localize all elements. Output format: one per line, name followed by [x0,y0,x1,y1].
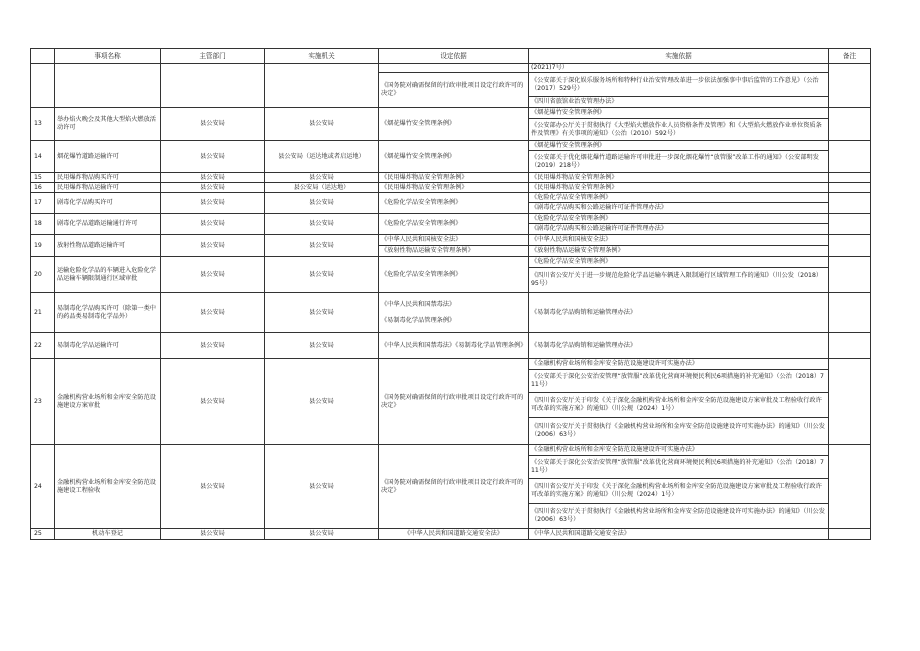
row-item [55,64,161,108]
row-impbasis: 《四川省公安厅关于贯彻执行《金融机构营业场所和金库安全防范设施建设许可实施办法》的通知》（川公发（2006）63号） [529,504,829,529]
row-item: 烟花爆竹道路运输许可 [55,141,161,173]
row-item: 易制毒化学品运输许可 [55,333,161,359]
row-dept: 县公安局 [161,141,265,173]
row-impbasis: 《烟花爆竹安全管理条例》 [529,108,829,119]
row-no: 16 [31,183,55,193]
row-impbasis: 《民用爆炸物品安全管理条例》 [529,173,829,183]
header-impbasis: 实施依据 [529,49,829,64]
row-impbasis: 《烟花爆竹安全管理条例》 [529,141,829,151]
row-impbasis: 《民用爆炸物品安全管理条例》 [529,183,829,193]
permit-list-sheet [30,48,870,540]
row-no: 23 [31,359,55,445]
row-setbasis [379,64,529,73]
row-impbasis: 《剧毒化学品购买和公路运输许可证件管理办法》 [529,203,829,214]
setbasis-line: 《易制毒化学品管理条例》 [381,316,456,324]
row-dept: 县公安局 [161,529,265,540]
table-row [31,141,871,151]
row-no: 22 [31,333,55,359]
row-org: 县公安局（运达地） [265,183,379,193]
row-org: 县公安局 [265,445,379,529]
row-note [829,141,871,173]
row-setbasis: 《国务院对确需保留的行政审批项目设定行政许可的决定》 [379,73,529,108]
row-impbasis: 《中华人民共和国核安全法》 [529,235,829,246]
row-no: 21 [31,293,55,333]
header-note: 备注 [829,49,871,64]
row-org: 县公安局 [265,257,379,293]
row-setbasis: 《危险化学品安全管理条例》 [379,193,529,214]
row-note [829,183,871,193]
row-dept: 县公安局 [161,173,265,183]
row-item: 民用爆炸物品运输许可 [55,183,161,193]
row-impbasis: 《放射性物品运输安全管理条例》 [529,246,829,257]
row-dept: 县公安局 [161,293,265,333]
row-setbasis: 《中华人民共和国核安全法》 [379,235,529,246]
row-setbasis: 《中华人民共和国道路交通安全法》 [379,529,529,540]
table-row [31,173,871,183]
row-no: 13 [31,108,55,141]
row-note [829,235,871,257]
row-item: 机动车登记 [55,529,161,540]
row-impbasis: 《四川省公安厅关于印发《关于深化金融机构营业场所和金库安全防范设施建设方案审批及工程验收行政许可改革的实施方案》的通知》（川公规（2024）1号） [529,393,829,418]
row-dept: 县公安局 [161,359,265,445]
row-note [829,214,871,235]
row-item: 放射性物品道路运输许可 [55,235,161,257]
row-note [829,64,871,108]
row-item: 易制毒化学品购买许可（除第一类中的药品类易制毒化学品外） [55,293,161,333]
row-item: 金融机构营业场所和金库安全防范设施建设工程验收 [55,445,161,529]
row-item: 金融机构营业场所和金库安全防范设施建设方案审批 [55,359,161,445]
header-setbasis: 设定依据 [379,49,529,64]
row-setbasis [379,293,529,333]
row-impbasis: 《金融机构营业场所和金库安全防范设施建设许可实施办法》 [529,445,829,456]
row-dept: 县公安局 [161,193,265,214]
row-impbasis: 《易制毒化学品购销和运输管理办法》 [529,333,829,359]
row-no: 18 [31,214,55,235]
row-item: 举办焰火晚会及其他大型焰火燃放活动许可 [55,108,161,141]
header-no [31,49,55,64]
row-impbasis: 《四川省公安厅关于印发《关于深化金融机构营业场所和金库安全防范设施建设方案审批及工程验收行政许可改革的实施方案》的通知》（川公规（2024）1号） [529,479,829,504]
table-row [31,445,871,456]
row-note [829,193,871,214]
row-impbasis: 《易制毒化学品购销和运输管理办法》 [529,293,829,333]
row-no: 24 [31,445,55,529]
table-row [31,64,871,73]
row-impbasis: 《公安部关于深化公安治安管理“放管服”改革优化营商环境便民利民6项措施的补充通知》（公治（2018）711号） [529,456,829,479]
row-org: 县公安局 [265,293,379,333]
row-no: 20 [31,257,55,293]
row-note [829,333,871,359]
row-org: 县公安局 [265,214,379,235]
row-impbasis: 《公安部办公厅关于贯彻执行《大型焰火燃放作业人员资格条件及管理》和《大型焰火燃放作业单位资质条件及管理》有关事项的通知》（公治（2010）592号） [529,119,829,141]
table-row [31,333,871,359]
row-note [829,359,871,445]
row-impbasis: 《金融机构营业场所和金库安全防范设施建设许可实施办法》 [529,359,829,370]
row-dept: 县公安局 [161,183,265,193]
header-item: 事项名称 [55,49,161,64]
row-no: 15 [31,173,55,183]
row-dept: 县公安局 [161,235,265,257]
row-no: 17 [31,193,55,214]
table-row [31,108,871,119]
row-impbasis: 《四川省公安厅关于进一步规范危险化学品运输车辆进入限制通行区域管理工作的通知》（川公发（2018）95号） [529,268,829,293]
row-note [829,257,871,293]
row-dept: 县公安局 [161,445,265,529]
row-note [829,529,871,540]
row-setbasis: 《放射性物品运输安全管理条例》 [379,246,529,257]
row-setbasis: 《危险化学品安全管理条例》 [379,214,529,235]
row-impbasis: 《危险化学品安全管理条例》 [529,257,829,268]
table-row [31,293,871,333]
row-impbasis: 《公安部关于深化公安治安管理“放管服”改革优化营商环境便民利民6项措施的补充通知》（公治（2018）711号） [529,370,829,393]
row-org: 县公安局 [265,193,379,214]
row-dept: 县公安局 [161,257,265,293]
row-org: 县公安局（运达地或者启运地） [265,141,379,173]
setbasis-line: 《中华人民共和国禁毒法》 [381,300,456,308]
row-org [265,64,379,108]
table-row [31,214,871,224]
header-dept: 主管部门 [161,49,265,64]
row-item: 剧毒化学品道路运输通行许可 [55,214,161,235]
table-row [31,359,871,370]
row-dept: 县公安局 [161,333,265,359]
row-org: 县公安局 [265,529,379,540]
row-impbasis: 《公安部关于优化烟花爆竹道路运输许可审批进一步深化烟花爆竹“放管服”改革工作的通知》（公安部明发（2019）218号） [529,151,829,173]
row-item: 民用爆炸物品购买许可 [55,173,161,183]
row-no: 14 [31,141,55,173]
row-setbasis: 《国务院对确需保留的行政审批项目设定行政许可的决定》 [379,359,529,445]
row-no: 25 [31,529,55,540]
row-dept: 县公安局 [161,214,265,235]
table-row [31,193,871,203]
row-impbasis: 《剧毒化学品购买和公路运输许可证件管理办法》 [529,224,829,235]
row-impbasis: 《中华人民共和国道路交通安全法》 [529,529,829,540]
row-item: 剧毒化学品购买许可 [55,193,161,214]
row-org: 县公安局 [265,235,379,257]
row-note [829,445,871,529]
table-row [31,235,871,246]
header-org: 实施机关 [265,49,379,64]
table-row [31,529,871,540]
row-impbasis: 《公安部关于深化娱乐服务场所和特种行业治安管理改革进一步依法加强事中事后监管的工作意见》（公治（2017）529号） [529,73,829,97]
row-note [829,293,871,333]
permit-table [30,48,871,540]
row-note [829,173,871,183]
table-row [31,257,871,268]
row-impbasis: 《四川省旅馆业治安管理办法》 [529,97,829,108]
row-setbasis: 《中华人民共和国禁毒法》《易制毒化学品管理条例》 [379,333,529,359]
row-note [829,108,871,141]
row-org: 县公安局 [265,359,379,445]
row-impbasis: (2021)7号） [529,64,829,73]
row-dept [161,64,265,108]
row-setbasis: 《烟花爆竹安全管理条例》 [379,108,529,141]
row-setbasis: 《民用爆炸物品安全管理条例》 [379,183,529,193]
row-impbasis: 《危险化学品安全管理条例》 [529,193,829,203]
row-org: 县公安局 [265,333,379,359]
table-header-row [31,49,871,64]
row-setbasis: 《民用爆炸物品安全管理条例》 [379,173,529,183]
row-setbasis: 《危险化学品安全管理条例》 [379,257,529,293]
row-no [31,64,55,108]
row-dept: 县公安局 [161,108,265,141]
row-impbasis: 《危险化学品安全管理条例》 [529,214,829,224]
row-item: 运输危险化学品的车辆进入危险化学品运输车辆限制通行区域审批 [55,257,161,293]
row-org: 县公安局 [265,108,379,141]
table-row [31,183,871,193]
row-setbasis: 《烟花爆竹安全管理条例》 [379,141,529,173]
row-impbasis: 《四川省公安厅关于贯彻执行《金融机构营业场所和金库安全防范设施建设许可实施办法》的通知》（川公发（2006）63号） [529,418,829,445]
row-no: 19 [31,235,55,257]
row-org: 县公安局 [265,173,379,183]
row-setbasis: 《国务院对确需保留的行政审批项目设定行政许可的决定》 [379,445,529,529]
